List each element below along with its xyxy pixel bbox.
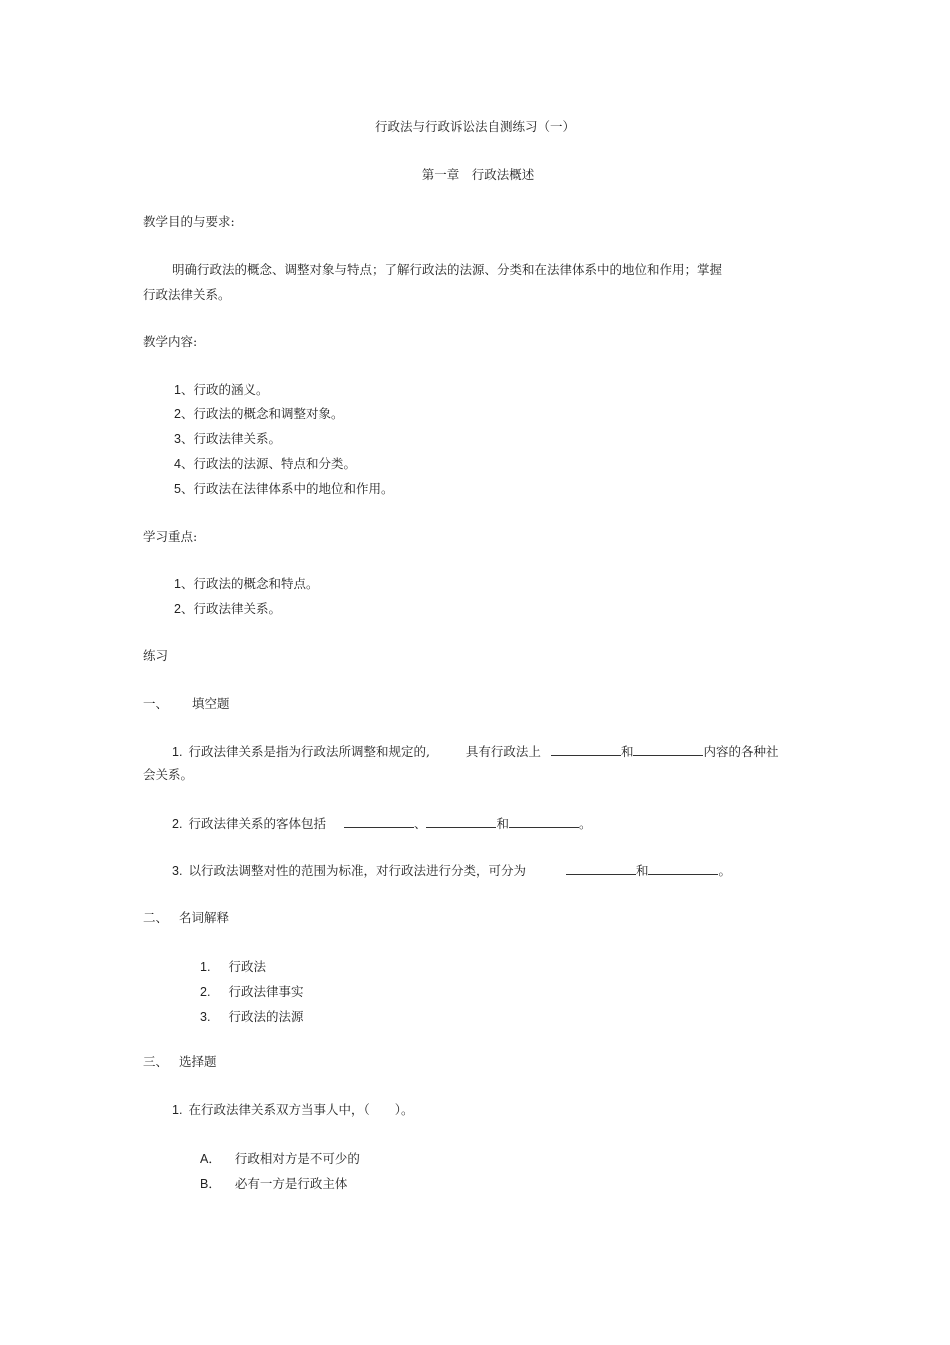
- term-item: 3. 行政法的法源: [200, 1009, 304, 1024]
- document-title: 行政法与行政诉讼法自测练习（一）: [374, 119, 575, 134]
- section1-heading: 一、 填空题: [143, 696, 230, 711]
- chapter-heading: 第一章 行政法概述: [421, 167, 535, 182]
- key-point-item: 2、行政法律关系。: [174, 601, 281, 616]
- answer-blank[interactable]: [551, 743, 621, 756]
- fill-question-1-line2: 会关系。: [143, 767, 194, 782]
- term-item: 1. 行政法: [200, 959, 266, 974]
- content-item: 5、行政法在法律体系中的地位和作用。: [174, 481, 394, 496]
- choice-option-b[interactable]: B． 必有一方是行政主体: [200, 1176, 348, 1191]
- key-point-item: 1、行政法的概念和特点。: [174, 576, 319, 591]
- answer-blank[interactable]: [509, 815, 579, 828]
- objectives-text-line2: 行政法律关系。: [143, 287, 231, 302]
- section2-heading: 二、 名词解释: [143, 910, 230, 925]
- key-points-heading: 学习重点:: [143, 529, 198, 544]
- objectives-text-line1: 明确行政法的概念、调整对象与特点；了解行政法的法源、分类和在法律体系中的地位和作用；掌握: [172, 262, 723, 277]
- content-item: 1、行政的涵义。: [174, 382, 269, 397]
- fill-question-3: 3. 以行政法调整对性的范围为标准，对行政法进行分类，可分为 和 。: [172, 863, 731, 878]
- section3-heading: 三、 选择题: [143, 1054, 217, 1069]
- answer-blank[interactable]: [426, 815, 496, 828]
- fill-question-2: 2. 行政法律关系的客体包括 、 和 。: [172, 816, 592, 831]
- exercises-heading: 练习: [143, 648, 169, 663]
- answer-blank[interactable]: [648, 862, 718, 875]
- answer-blank[interactable]: [566, 862, 636, 875]
- content-heading: 教学内容:: [143, 334, 198, 349]
- objectives-heading: 教学目的与要求:: [143, 214, 235, 229]
- fill-question-1: 1. 行政法律关系是指为行政法所调整和规定的, 具有行政法上 和 内容的各种社: [172, 744, 779, 759]
- term-item: 2. 行政法律事实: [200, 984, 304, 999]
- choice-option-a[interactable]: A． 行政相对方是不可少的: [200, 1151, 360, 1166]
- answer-blank[interactable]: [344, 815, 414, 828]
- answer-blank[interactable]: [633, 743, 703, 756]
- content-item: 2、行政法的概念和调整对象。: [174, 406, 344, 421]
- choice-question-1: 1. 在行政法律关系双方当事人中，（ ）。: [172, 1102, 414, 1117]
- content-item: 4、行政法的法源、特点和分类。: [174, 456, 356, 471]
- content-item: 3、行政法律关系。: [174, 431, 281, 446]
